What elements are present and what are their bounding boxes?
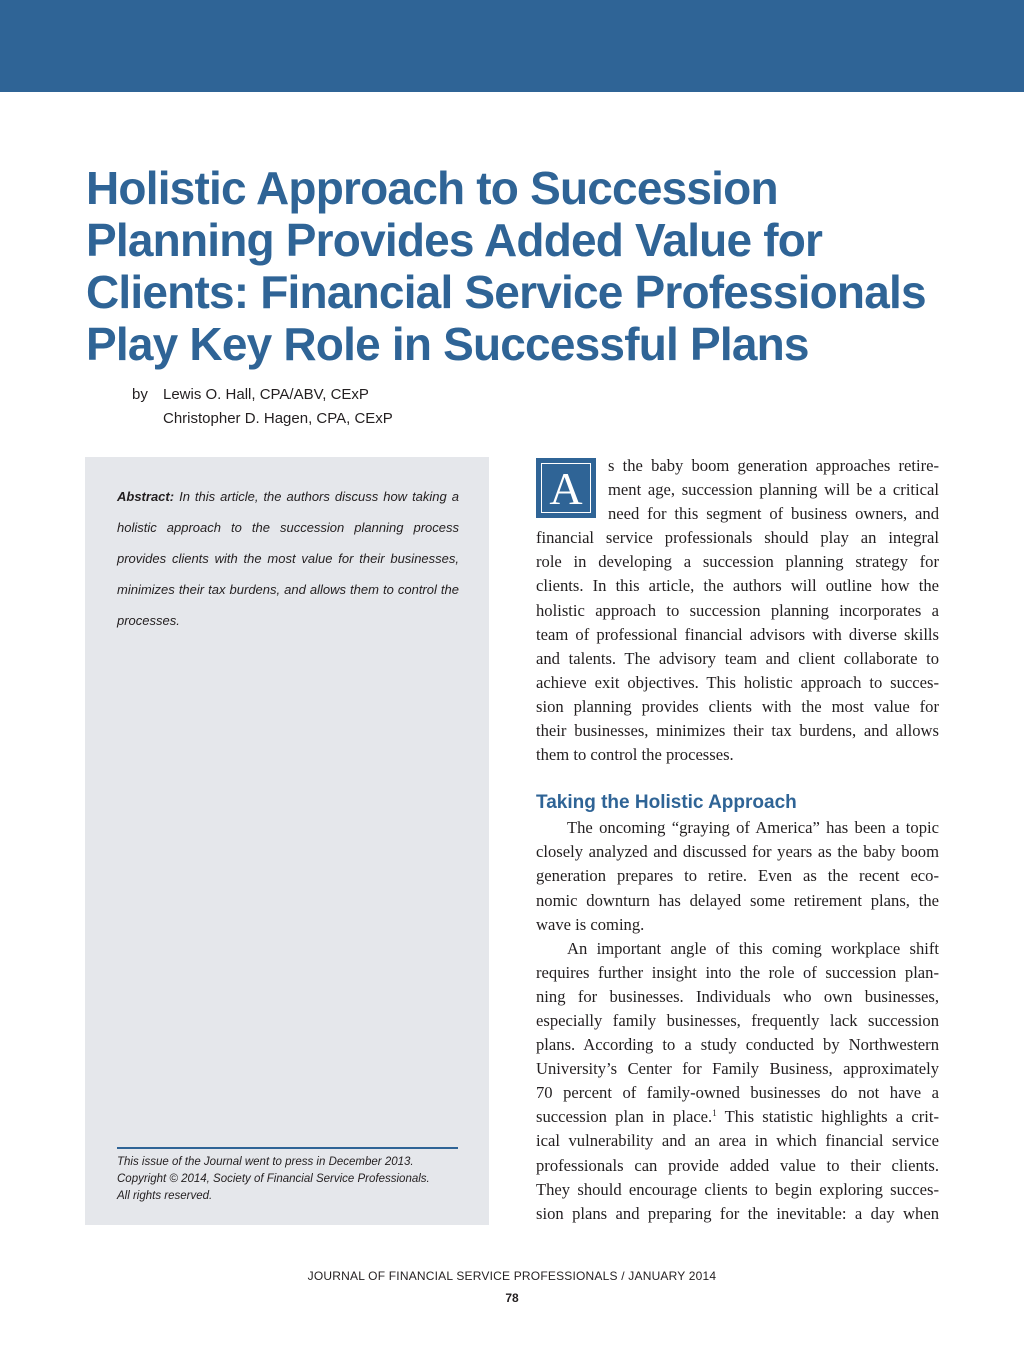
- text-line: University’s Center for Family Business, approximately: [536, 1059, 939, 1079]
- drop-cap-letter: A: [541, 463, 591, 513]
- text-line: and talents. The advisory team and client collaborate to: [536, 648, 939, 668]
- title-line: Clients: Financial Service Professionals: [86, 266, 926, 318]
- body-column: [536, 454, 939, 1226]
- byline-prefix: by: [132, 386, 148, 403]
- text-line: role in developing a succession planning strategy for: [536, 552, 939, 572]
- text-line: their businesses, minimizes their tax burdens, and allows: [536, 721, 939, 741]
- text-line: nomic downturn has delayed some retirement plans, the: [536, 890, 939, 910]
- author-name: Christopher D. Hagen, CPA, CExP: [163, 410, 393, 427]
- author-list: [163, 383, 393, 431]
- drop-cap: [536, 458, 596, 518]
- text-line: them to control the processes.: [536, 745, 734, 765]
- abstract-sidebar: [85, 457, 489, 1225]
- press-note-line: Copyright © 2014, Society of Financial Service Professionals.: [117, 1173, 430, 1185]
- text-line: sion plans and preparing for the inevitable: a day when: [536, 1203, 939, 1223]
- press-note-line: This issue of the Journal went to press in December 2013.: [117, 1156, 414, 1168]
- text-line: generation prepares to retire. Even as the recent eco-: [536, 866, 939, 886]
- text-line: They should encourage clients to begin exploring succes-: [536, 1179, 939, 1199]
- text-line: wave is coming.: [536, 914, 645, 934]
- text-line: plans. According to a study conducted by Northwestern: [536, 1035, 939, 1055]
- text-line: team of professional financial advisors with diverse skills: [536, 624, 939, 644]
- text-line: sion planning provides clients with the most value for: [536, 696, 939, 716]
- intro-paragraph: [536, 454, 939, 767]
- text-line: s the baby boom generation approaches retire-: [608, 456, 939, 475]
- text-line: achieve exit objectives. This holistic approach to succes-: [536, 672, 939, 692]
- text-line: especially family businesses, frequently lack succession: [536, 1010, 939, 1030]
- journal-footer: JOURNAL OF FINANCIAL SERVICE PROFESSIONALS / JANUARY 2014: [307, 1269, 717, 1283]
- abstract-text: [117, 481, 459, 636]
- title-line: Planning Provides Added Value for: [86, 214, 823, 266]
- title-line: Play Key Role in Successful Plans: [86, 318, 809, 370]
- header-color-band: [0, 0, 1024, 92]
- section-heading: Taking the Holistic Approach: [536, 792, 797, 814]
- press-note-divider: [117, 1147, 458, 1149]
- page-number: 78: [505, 1291, 519, 1305]
- text-line: clients. In this article, the authors will outline how the: [536, 576, 939, 596]
- author-name: Lewis O. Hall, CPA/ABV, CExP: [163, 386, 369, 403]
- abstract-label: Abstract:: [117, 489, 175, 504]
- text-line: professionals can provide added value to their clients.: [536, 1155, 939, 1175]
- footnote-ref[interactable]: 1: [712, 1108, 717, 1119]
- text-line: ment age, succession planning will be a critical: [608, 480, 939, 500]
- paragraph: [536, 816, 939, 936]
- text-line: [536, 1105, 939, 1129]
- text-line: ning for businesses. Individuals who own businesses,: [536, 986, 939, 1006]
- text-line: The oncoming “graying of America” has been a topic: [567, 818, 939, 838]
- press-note: [117, 1154, 462, 1205]
- text-line: ical vulnerability and an area in which financial service: [536, 1131, 939, 1151]
- text-segment: succession plan in place.: [536, 1107, 713, 1127]
- text-line: need for this segment of business owners, and: [608, 504, 939, 524]
- title-line: Holistic Approach to Succession: [86, 162, 778, 214]
- article-title: [86, 162, 966, 370]
- text-line: requires further insight into the role of succession plan-: [536, 962, 939, 982]
- text-line: 70 percent of family-owned businesses do not have a: [536, 1083, 939, 1103]
- text-line: An important angle of this coming workplace shift: [567, 938, 939, 958]
- text-line: closely analyzed and discussed for years as the baby boom: [536, 842, 939, 862]
- text-segment: This statistic highlights a crit-: [716, 1107, 939, 1127]
- text-line: financial service professionals should play an integral: [536, 528, 939, 548]
- paragraph: [536, 937, 939, 1226]
- abstract-body: In this article, the authors discuss how taking a holistic approach to the succession planning process provides clients with the most value for their businesses, minimizes their tax burdens, and allows them to control the processes.: [117, 489, 459, 628]
- press-note-line: All rights reserved.: [117, 1190, 213, 1202]
- text-line: holistic approach to succession planning incorporates a: [536, 600, 939, 620]
